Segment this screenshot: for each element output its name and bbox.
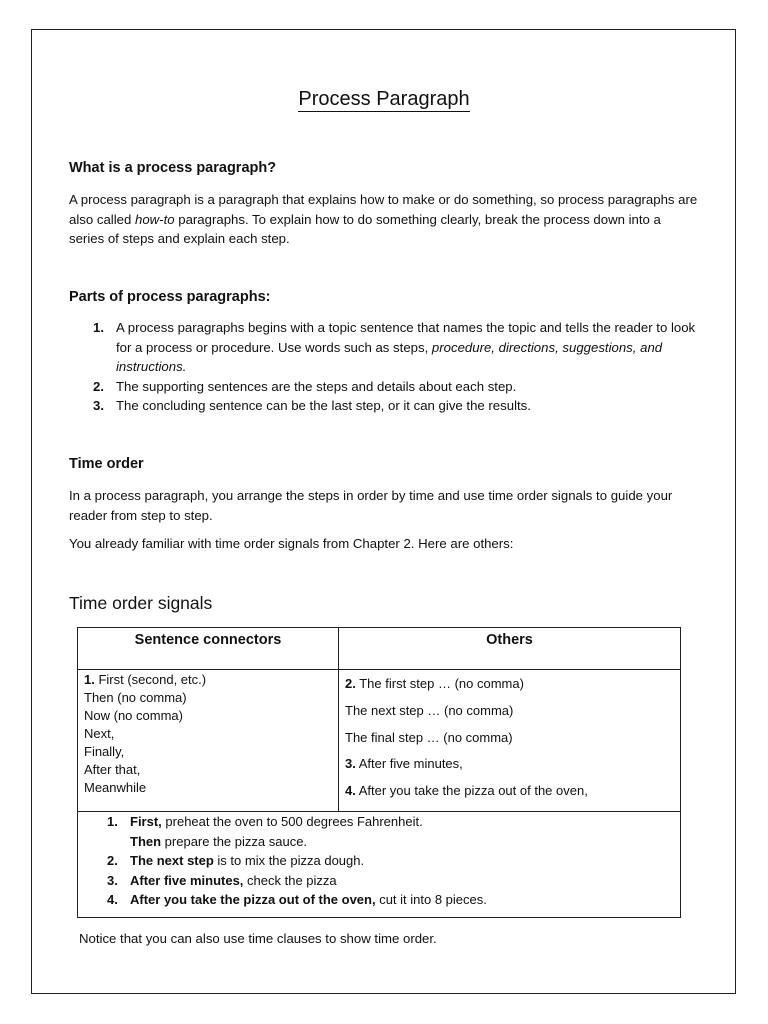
column-header-others: Others	[339, 628, 681, 670]
heading-parts: Parts of process paragraphs:	[69, 289, 271, 305]
connectors-cell	[78, 670, 339, 812]
heading-time-order: Time order	[69, 456, 144, 472]
connector-item: Now (no comma)	[84, 708, 183, 723]
footer-note: Notice that you can also use time clauses to show time order.	[79, 931, 437, 946]
list-item: 1. A process paragraphs begins with a topic sentence that names the topic and tells the reader to look for a process or procedure. Use words such as steps, procedure, directions, suggestions, and instructions.	[93, 320, 696, 375]
page-title: Process Paragraph	[298, 88, 470, 110]
example-item: 3. After five minutes, check the pizza	[107, 872, 337, 888]
other-item: 2. The first step … (no comma)	[345, 676, 524, 691]
example-item: 2. The next step is to mix the pizza dough.	[107, 853, 365, 868]
others-cell	[339, 670, 681, 812]
connector-item: 1. First (second, etc.)	[84, 672, 207, 687]
examples-cell	[78, 812, 681, 918]
signals-table	[77, 627, 681, 918]
example-item: 4. After you take the pizza out of the oven, cut it into 8 pieces.	[107, 892, 487, 907]
list-item: 2. The supporting sentences are the steps and details about each step.	[93, 378, 517, 394]
intro-paragraph: A process paragraph is a paragraph that explains how to make or do something, so process paragraphs are also called how-to paragraphs. To explain how to do something clearly, break the process down into a series of steps and explain each step.	[69, 192, 698, 247]
parts-list	[69, 318, 709, 416]
connector-item: Next,	[84, 726, 115, 741]
time-order-paragraph: In a process paragraph, you arrange the steps in order by time and use time order signals to guide your reader from step to step.	[69, 488, 673, 523]
list-item: 3. The concluding sentence can be the last step, or it can give the results.	[93, 398, 531, 414]
example-item: 1. First, preheat the oven to 500 degrees Fahrenheit. Then prepare the pizza sauce.	[107, 814, 423, 849]
examples-list	[78, 812, 680, 910]
connector-item: Finally,	[84, 744, 125, 759]
heading-time-order-signals: Time order signals	[69, 593, 213, 613]
time-order-note: You already familiar with time order signals from Chapter 2. Here are others:	[69, 536, 514, 551]
other-item: 4. After you take the pizza out of the oven,	[345, 783, 588, 799]
column-header-connectors: Sentence connectors	[78, 628, 339, 670]
other-item: The final step … (no comma)	[345, 729, 513, 745]
heading-what-is: What is a process paragraph?	[69, 160, 277, 176]
other-item: 3. After five minutes,	[345, 756, 463, 772]
connector-item: Meanwhile	[84, 780, 147, 795]
other-item: The next step … (no comma)	[345, 702, 514, 718]
connector-item: After that,	[84, 762, 141, 777]
connector-item: Then (no comma)	[84, 690, 187, 705]
